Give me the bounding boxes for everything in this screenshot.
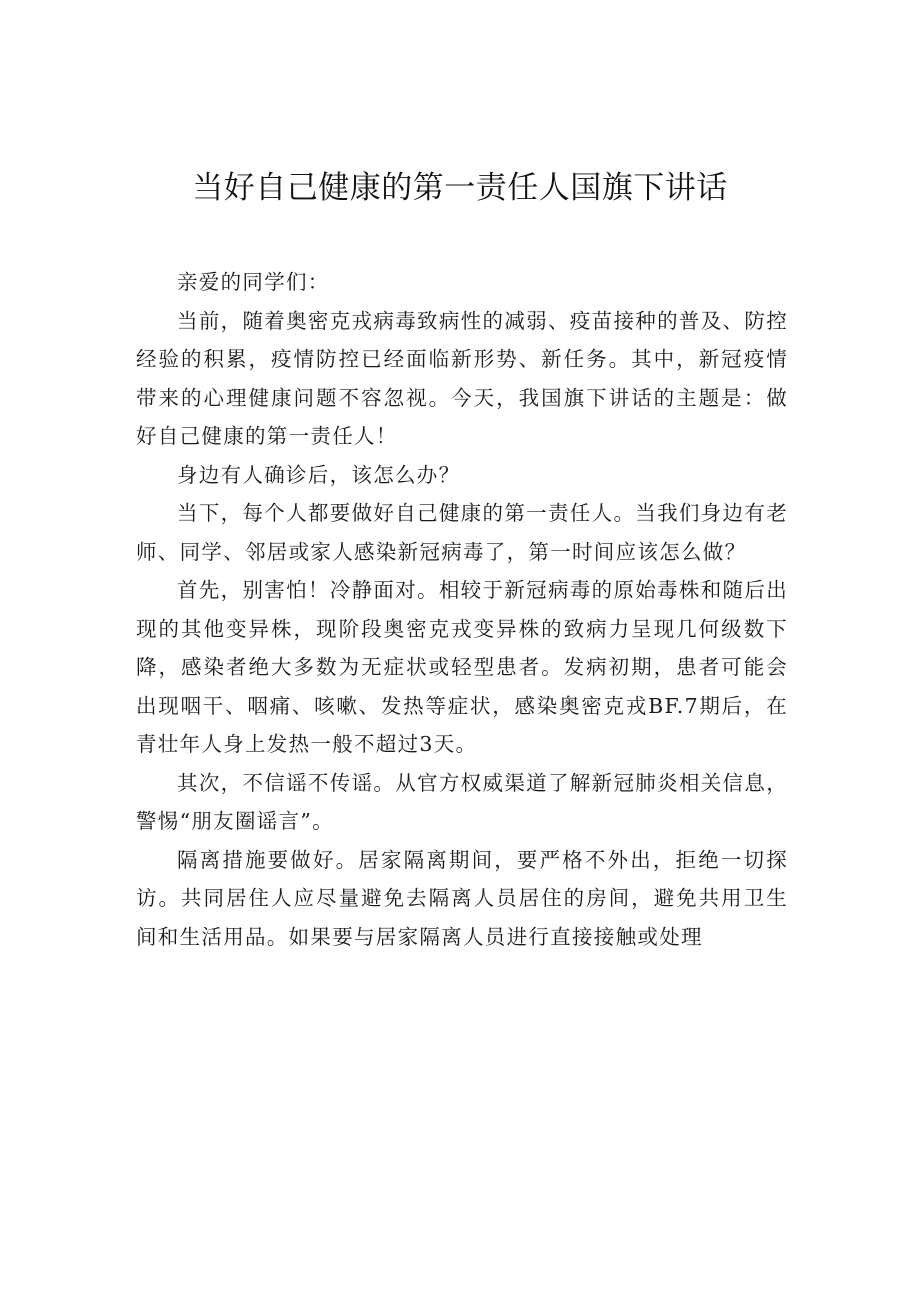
intro-paragraph: 当前，随着奥密克戎病毒致病性的减弱、疫苗接种的普及、防控经验的积累，疫情防控已经面临新形势、新任务。其中，新冠疫情带来的心理健康问题不容忽视。今天，我国旗下讲话的主题是：做好自己健康的第一责任人！	[136, 308, 788, 448]
first-advice-paragraph: 首先，别害怕！冷静面对。相较于新冠病毒的原始毒株和随后出现的其他变异株，现阶段奥密克戎变异株的致病力呈现几何级数下降，感染者绝大多数为无症状或轻型患者。发病初期，患者可能会出现咽干、咽痛、咳嗽、发热等症状，感染奥密克戎BF.7期后，在青壮年人身上发热一般不超过3天。	[136, 578, 788, 756]
document-title: 当好自己健康的第一责任人国旗下讲话	[192, 170, 728, 206]
isolation-paragraph: 隔离措施要做好。居家隔离期间，要严格不外出，拒绝一切探访。共同居住人应尽量避免去隔离人员居住的房间，避免共用卫生间和生活用品。如果要与居家隔离人员进行直接接触或处理	[136, 847, 788, 949]
responsibility-paragraph: 当下，每个人都要做好自己健康的第一责任人。当我们身边有老师、同学、邻居或家人感染新冠病毒了，第一时间应该怎么做？	[136, 501, 788, 564]
document-body	[136, 263, 788, 956]
second-advice-paragraph: 其次，不信谣不传谣。从官方权威渠道了解新冠肺炎相关信息，警惕“朋友圈谣言”。	[136, 770, 788, 833]
question-paragraph: 身边有人确诊后，该怎么办？	[177, 462, 461, 487]
salutation-paragraph: 亲爱的同学们：	[177, 270, 330, 294]
